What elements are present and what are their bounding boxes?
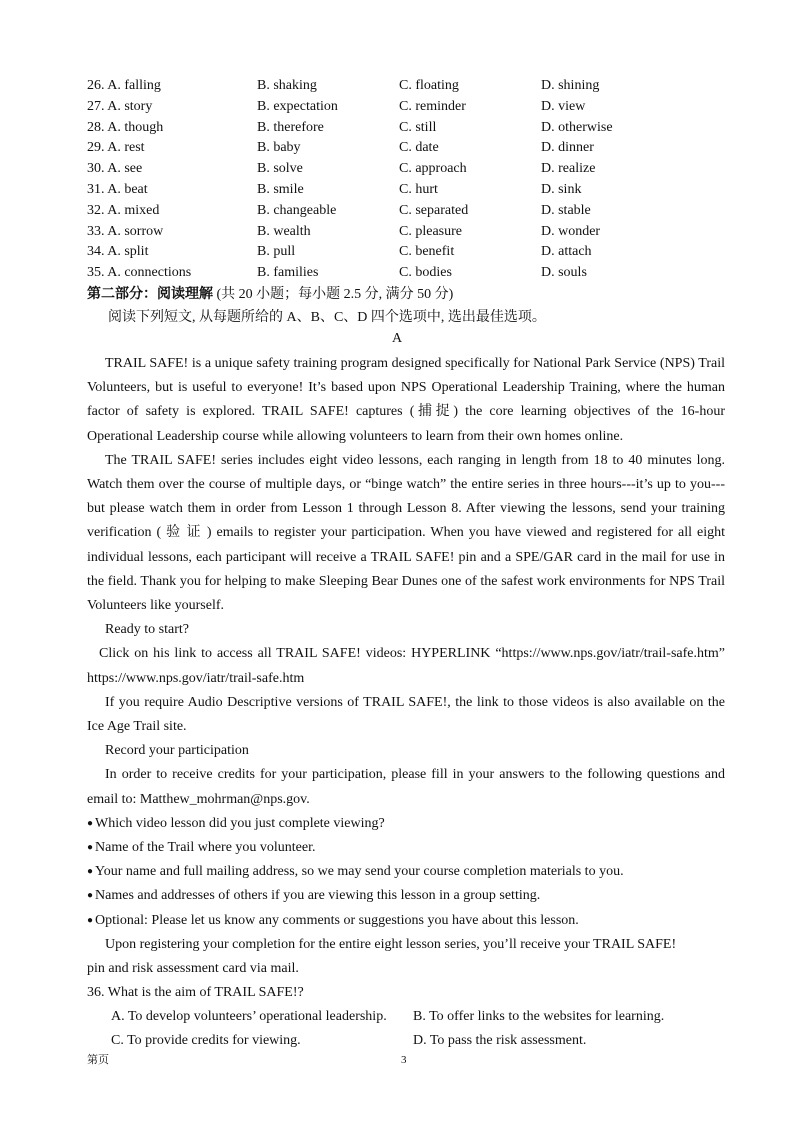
closing-line-2: pin and risk assessment card via mail. xyxy=(87,961,299,977)
hyperlink-paragraph: Click on his link to access all TRAIL SAFE! videos: HYPERLINK “https://www.nps.gov/iatr/trail-safe.htm” https://www.nps.gov/iatr/trail-safe.htm xyxy=(87,646,725,686)
option-row-30 xyxy=(87,159,727,180)
question-36-stem: 36. What is the aim of TRAIL SAFE!? xyxy=(87,985,304,1001)
option-c: C. benefit xyxy=(399,244,455,260)
option-d: D. souls xyxy=(541,265,587,281)
option-row-29 xyxy=(87,138,727,159)
option-b: B. solve xyxy=(257,161,303,177)
option-b: B. therefore xyxy=(257,119,324,135)
option-a: 26. A. falling xyxy=(87,78,161,93)
option-a: 27. A. story xyxy=(87,98,153,114)
option-d: D. shining xyxy=(541,78,600,93)
ready-to-start: Ready to start? xyxy=(105,622,189,638)
bullet-text: Names and addresses of others if you are viewing this lesson in a group setting. xyxy=(95,888,541,904)
record-heading: Record your participation xyxy=(105,743,249,759)
closing-line-1: Upon registering your completion for the entire eight lesson series, you’ll receive your TRAIL SAFE! xyxy=(105,936,677,952)
question-36-options-row-1 xyxy=(87,1005,725,1029)
bullet-text: Your name and full mailing address, so we may send your course completion materials to you. xyxy=(95,864,624,880)
option-b: B. baby xyxy=(257,140,301,156)
section-heading xyxy=(87,285,453,305)
option-a: 32. A. mixed xyxy=(87,202,160,218)
option-c: C. floating xyxy=(399,78,459,93)
option-b: B. changeable xyxy=(257,202,337,218)
question-36-option-b: B. To offer links to the websites for learning. xyxy=(413,1009,665,1025)
option-row-35 xyxy=(87,263,727,284)
option-a: 34. A. split xyxy=(87,244,149,260)
option-a: 29. A. rest xyxy=(87,140,145,156)
passage-body xyxy=(87,352,725,1053)
bullet-text: Name of the Trail where you volunteer. xyxy=(95,840,316,856)
bullet-item xyxy=(87,812,725,836)
option-d: D. realize xyxy=(541,161,596,177)
option-c: C. reminder xyxy=(399,98,466,114)
option-a: 31. A. beat xyxy=(87,181,148,197)
option-d: D. stable xyxy=(541,202,591,218)
option-d: D. view xyxy=(541,98,586,114)
option-b: B. shaking xyxy=(257,78,317,93)
section-title: 第二部分：阅读理解 xyxy=(87,287,213,302)
section-score-note: (共 20 小题；每小题 2.5 分, 满分 50 分) xyxy=(216,287,454,302)
option-a: 33. A. sorrow xyxy=(87,223,164,239)
paragraph-2: The TRAIL SAFE! series includes eight video lessons, each ranging in length from 18 to 40 minutes long. Watch them over the course of multiple days, or “binge watch” the entire series in three hours---it’s up to you--- but please watch them in order from Lesson 1 through Lesson 8. After viewing the lessons, send your training verification ( 验 证 ) emails to register your participation. When you have viewed and registered for all eight individual lessons, each participant will receive a TRAIL SAFE! pin and a SPE/GAR card in the mail for use in the field. Thank you for helping to make Sleeping Bear Dunes one of the safest work environments for NPS Trail Volunteers like yourself. xyxy=(87,452,725,614)
option-row-27 xyxy=(87,97,727,118)
option-d: D. otherwise xyxy=(541,119,613,135)
paragraph-1: TRAIL SAFE! is a unique safety training program designed specifically for National Park Service (NPS) Trail Volunteers, but is useful to everyone! It’s based upon NPS Operational Leadership Training, where the human factor of safety is explored. TRAIL SAFE! captures (捕捉) the core learning objectives of the 16-hour Operational Leadership course while allowing volunteers to learn from their own homes online. xyxy=(87,356,725,444)
option-d: D. attach xyxy=(541,244,592,260)
option-b: B. pull xyxy=(257,244,296,260)
option-c: C. approach xyxy=(399,161,467,177)
bullet-item xyxy=(87,909,725,933)
footer-label: 第页 xyxy=(87,1054,109,1066)
option-c: C. separated xyxy=(399,202,469,218)
bullet-item xyxy=(87,860,725,884)
option-a: 35. A. connections xyxy=(87,265,192,281)
option-c: C. date xyxy=(399,140,439,156)
bullet-item xyxy=(87,884,725,908)
option-row-32 xyxy=(87,201,727,222)
option-c: C. hurt xyxy=(399,181,438,197)
bullet-icon: ● xyxy=(87,914,94,926)
option-a: 28. A. though xyxy=(87,119,164,135)
option-b: B. families xyxy=(257,265,319,281)
audio-paragraph: If you require Audio Descriptive versions of TRAIL SAFE!, the link to those videos is also available on the Ice Age Trail site. xyxy=(87,694,725,735)
question-36-option-c: C. To provide credits for viewing. xyxy=(111,1033,301,1049)
option-c: C. pleasure xyxy=(399,223,462,239)
question-36-option-d: D. To pass the risk assessment. xyxy=(413,1033,587,1049)
option-b: B. expectation xyxy=(257,98,338,114)
bullet-text: Optional: Please let us know any comments or suggestions you have about this lesson. xyxy=(95,912,579,928)
bullet-item xyxy=(87,836,725,860)
option-row-26 xyxy=(87,76,727,97)
bullet-icon: ● xyxy=(87,842,94,854)
option-d: D. dinner xyxy=(541,140,594,156)
option-d: D. sink xyxy=(541,181,582,197)
cloze-options-table xyxy=(87,76,727,284)
passage-letter: A xyxy=(391,331,403,346)
bullet-text: Which video lesson did you just complete viewing? xyxy=(95,815,385,831)
bullet-icon: ● xyxy=(87,817,94,829)
question-36-options-row-2 xyxy=(87,1029,725,1053)
option-row-28 xyxy=(87,118,727,139)
option-row-31 xyxy=(87,180,727,201)
option-d: D. wonder xyxy=(541,223,601,239)
option-b: B. smile xyxy=(257,181,304,197)
section-instruction: 阅读下列短文, 从每题所给的 A、B、C、D 四个选项中, 选出最佳选项。 xyxy=(108,310,546,325)
record-intro: In order to receive credits for your participation, please fill in your answers to the following questions and email to: Matthew_mohrman@nps.gov. xyxy=(87,767,725,807)
option-row-34 xyxy=(87,242,727,263)
option-a: 30. A. see xyxy=(87,161,143,177)
option-row-33 xyxy=(87,222,727,243)
bullet-icon: ● xyxy=(87,890,94,902)
option-c: C. still xyxy=(399,119,437,135)
option-b: B. wealth xyxy=(257,223,311,239)
question-36-option-a: A. To develop volunteers’ operational leadership. xyxy=(111,1009,387,1025)
page-number: 3 xyxy=(401,1054,407,1066)
option-c: C. bodies xyxy=(399,265,452,281)
bullet-icon: ● xyxy=(87,866,94,878)
